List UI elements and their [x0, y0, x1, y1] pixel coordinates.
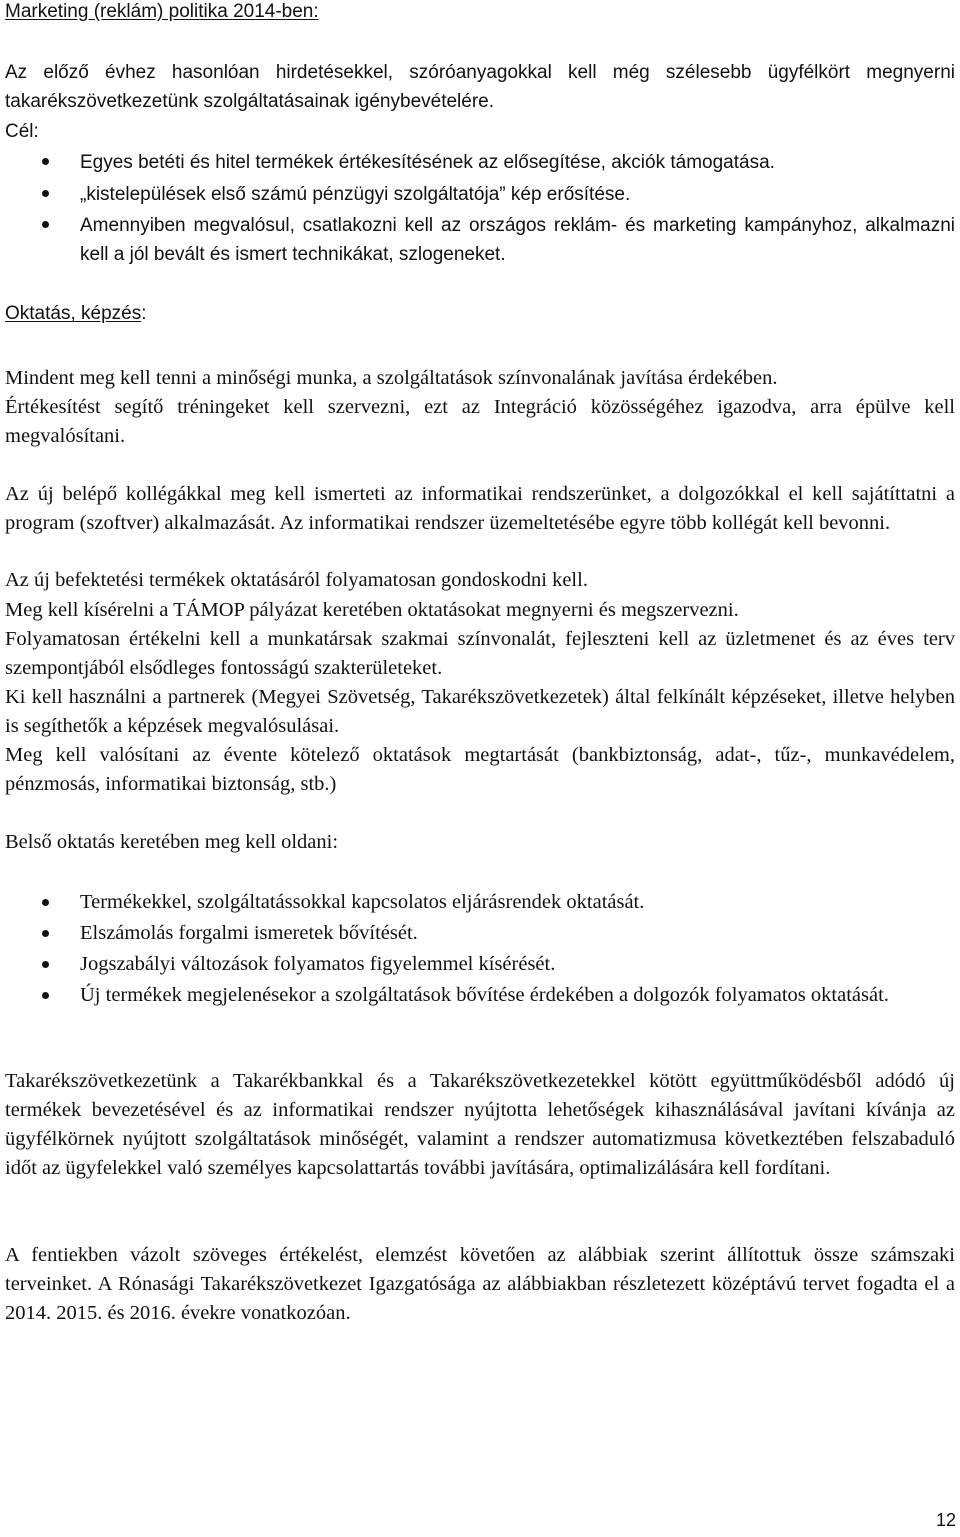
internal-heading: Belső oktatás keretében meg kell oldani:	[5, 831, 339, 853]
conclusion-paragraph: A fentiekben vázolt szöveges értékelést, elemzést követően az alábbiak szerint állítottuk össze számszaki terveinket. A Rónasági Takarékszövetkezet Igazgatósága az alábbiakban részletezett középtávú tervet fogadta el a 2014. 2015. és 2016. évekre vonatkozóan.	[5, 1244, 955, 1324]
training-p6: Folyamatosan értékelni kell a munkatársak szakmai színvonalát, fejleszteni kell az üzletmenet és az éves terv szempontjából elsődleges fontosságú szakterületeket.	[5, 628, 955, 679]
training-p1: Mindent meg kell tenni a minőségi munka, a szolgáltatások színvonalának javítása érdekében.	[5, 367, 778, 389]
bullet-icon	[42, 221, 49, 228]
training-p8: Meg kell valósítani az évente kötelező oktatások megtartását (bankbiztonság, adat-, tűz-, munkavédelem, pénzmosás, informatikai biztonság, stb.)	[5, 744, 955, 795]
marketing-bullet-2: „kistelepülések első számú pénzügyi szolgáltatója” kép erősítése.	[80, 184, 631, 205]
internal-bullet-1: Termékekkel, szolgáltatássokkal kapcsolatos eljárásrendek oktatását.	[80, 891, 645, 913]
goal-label: Cél:	[5, 121, 39, 142]
internal-bullet-3: Jogszabályi változások folyamatos figyelemmel kísérését.	[80, 953, 556, 975]
training-heading-colon: :	[141, 303, 147, 324]
marketing-intro: Az előző évhez hasonlóan hirdetésekkel, szóróanyagokkal kell még szélesebb ügyfélkört megnyerni takarékszövetkezetünk szolgáltatásainak igénybevételére.	[5, 62, 955, 112]
bullet-icon	[42, 992, 49, 999]
bullet-icon	[42, 961, 49, 968]
marketing-heading: Marketing (reklám) politika 2014-ben:	[5, 1, 319, 22]
cooperation-paragraph: Takarékszövetkezetünk a Takarékbankkal és a Takarékszövetkezetekkel kötött együttműködésből adódó új termékek bevezetésével és az informatikai rendszer nyújtotta lehetőségek kihasználásával javítani kívánja az ügyfélkörnek nyújtott szolgáltatások minőségét, valamint a rendszer automatizmusa következtében felszabaduló időt az ügyfelekkel való személyes kapcsolattartás további javítására, optimalizálására kell fordítani.	[5, 1070, 955, 1179]
training-heading-text: Oktatás, képzés	[5, 303, 142, 324]
internal-bullet-2: Elszámolás forgalmi ismeretek bővítését.	[80, 922, 418, 944]
training-p4: Az új befektetési termékek oktatásáról folyamatosan gondoskodni kell.	[5, 569, 588, 591]
marketing-bullet-1: Egyes betéti és hitel termékek értékesítésének az elősegítése, akciók támogatása.	[80, 152, 775, 173]
bullet-icon	[42, 158, 49, 165]
bullet-icon	[42, 930, 49, 937]
training-p5: Meg kell kísérelni a TÁMOP pályázat keretében oktatásokat megnyerni és megszervezni.	[5, 599, 739, 621]
bullet-icon	[42, 190, 49, 197]
training-p7: Ki kell használni a partnerek (Megyei Szövetség, Takarékszövetkezetek) által felkínált képzéseket, illetve helyben is segíthetők a képzések megvalósulásai.	[5, 686, 955, 737]
internal-bullet-4: Új termékek megjelenésekor a szolgáltatások bővítése érdekében a dolgozók folyamatos oktatását.	[80, 984, 889, 1006]
page-number: 12	[935, 1510, 956, 1530]
training-heading	[5, 299, 147, 328]
training-p3: Az új belépő kollégákkal meg kell ismerteti az informatikai rendszerünket, a dolgozókkal el kell sajátíttatni a program (szoftver) alkalmazását. Az informatikai rendszer üzemeltetésébe egyre több kollégát kell bevonni.	[5, 483, 955, 534]
bullet-icon	[42, 899, 49, 906]
training-p2: Értékesítést segítő tréningeket kell szervezni, ezt az Integráció közösségéhez igazodva, arra épülve kell megvalósítani.	[5, 396, 955, 447]
marketing-bullet-3: Amennyiben megvalósul, csatlakozni kell az országos reklám- és marketing kampányhoz, alkalmazni kell a jól bevált és ismert technikákat, szlogeneket.	[80, 215, 955, 265]
